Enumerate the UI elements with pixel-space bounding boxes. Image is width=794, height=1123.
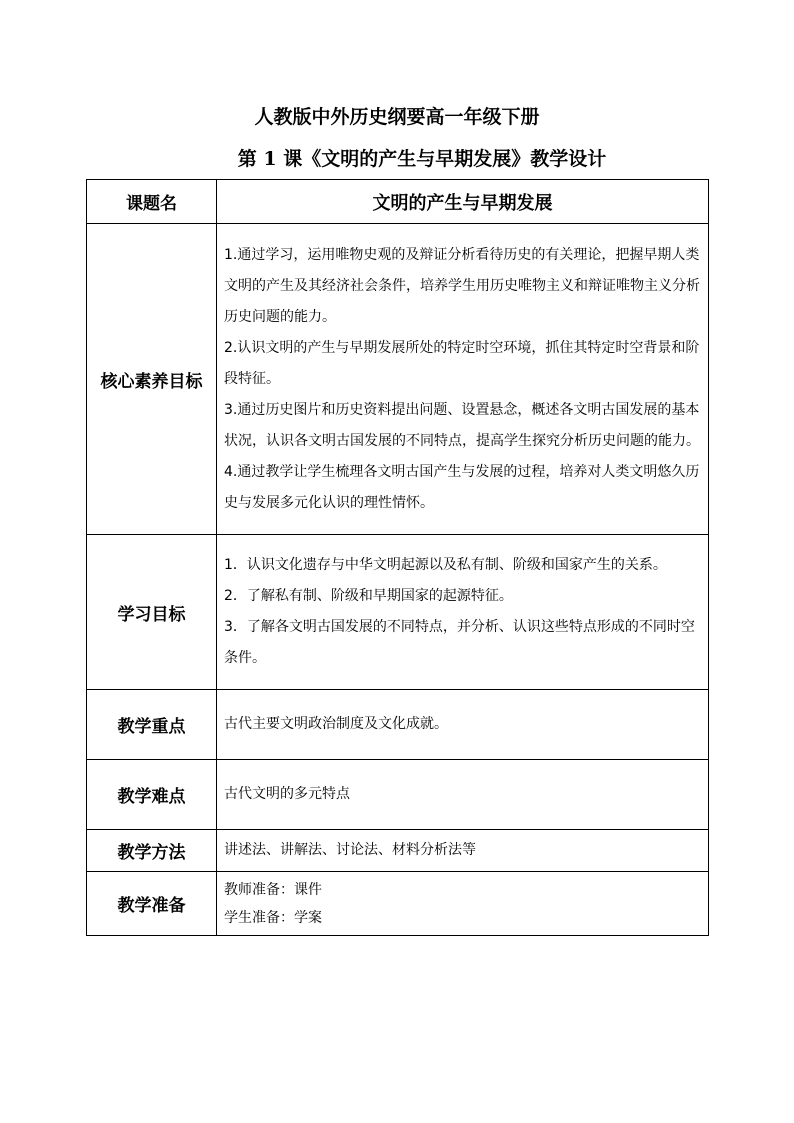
table-row-key-points: [87, 690, 709, 760]
table-row-core-goals: [87, 224, 709, 535]
learning-goal-item: 1．认识文化遗存与中华文明起源以及私有制、阶级和国家产生的关系。: [224, 557, 667, 573]
learning-goal-item: 2．了解私有制、阶级和早期国家的起源特征。: [224, 588, 513, 604]
methods-label: 教学方法: [87, 830, 217, 872]
student-preparation: 学生准备：学案: [224, 909, 322, 926]
key-points-label: 教学重点: [87, 690, 217, 760]
document-subtitle: 第 1 课《文明的产生与早期发展》教学设计: [237, 148, 607, 170]
lesson-name-value: 文明的产生与早期发展: [217, 180, 709, 224]
core-goal-item: 4.通过教学让学生梳理各文明古国产生与发展的过程，培养对人类文明悠久历史与发展多元化认识的理性情怀。: [224, 463, 700, 511]
difficulties-value: 古代文明的多元特点: [217, 760, 709, 830]
lesson-name-label: 课题名: [87, 180, 217, 224]
core-goal-item: 2.认识文明的产生与早期发展所处的特定时空环境，抓住其特定时空背景和阶段特征。: [224, 339, 700, 387]
table-row-methods: [87, 830, 709, 872]
learning-goals-content: [217, 535, 709, 690]
table-row-preparation: [87, 872, 709, 936]
table-row-difficulties: [87, 760, 709, 830]
preparation-content: [217, 872, 709, 936]
lesson-plan-table: [86, 179, 709, 936]
key-points-value: 古代主要文明政治制度及文化成就。: [217, 690, 709, 760]
difficulties-label: 教学难点: [87, 760, 217, 830]
table-row-learning-goals: [87, 535, 709, 690]
methods-value: 讲述法、讲解法、讨论法、材料分析法等: [217, 830, 709, 872]
table-row-lesson-name: [87, 180, 709, 224]
learning-goal-item: 3．了解各文明古国发展的不同特点，并分析、认识这些特点形成的不同时空条件。: [224, 619, 695, 666]
preparation-label: 教学准备: [87, 872, 217, 936]
teacher-preparation: 教师准备：课件: [224, 881, 322, 898]
document-title: 人教版中外历史纲要高一年级下册: [254, 106, 540, 128]
learning-goals-label: 学习目标: [87, 535, 217, 690]
core-goal-item: 3.通过历史图片和历史资料提出问题、设置悬念，概述各文明古国发展的基本状况，认识各文明古国发展的不同特点，提高学生探究分析历史问题的能力。: [224, 401, 700, 449]
core-goals-content: [217, 224, 709, 535]
core-goal-item: 1.通过学习，运用唯物史观的及辩证分析看待历史的有关理论，把握早期人类文明的产生及其经济社会条件，培养学生用历史唯物主义和辩证唯物主义分析历史问题的能力。: [224, 246, 700, 325]
core-goals-label: 核心素养目标: [87, 224, 217, 535]
